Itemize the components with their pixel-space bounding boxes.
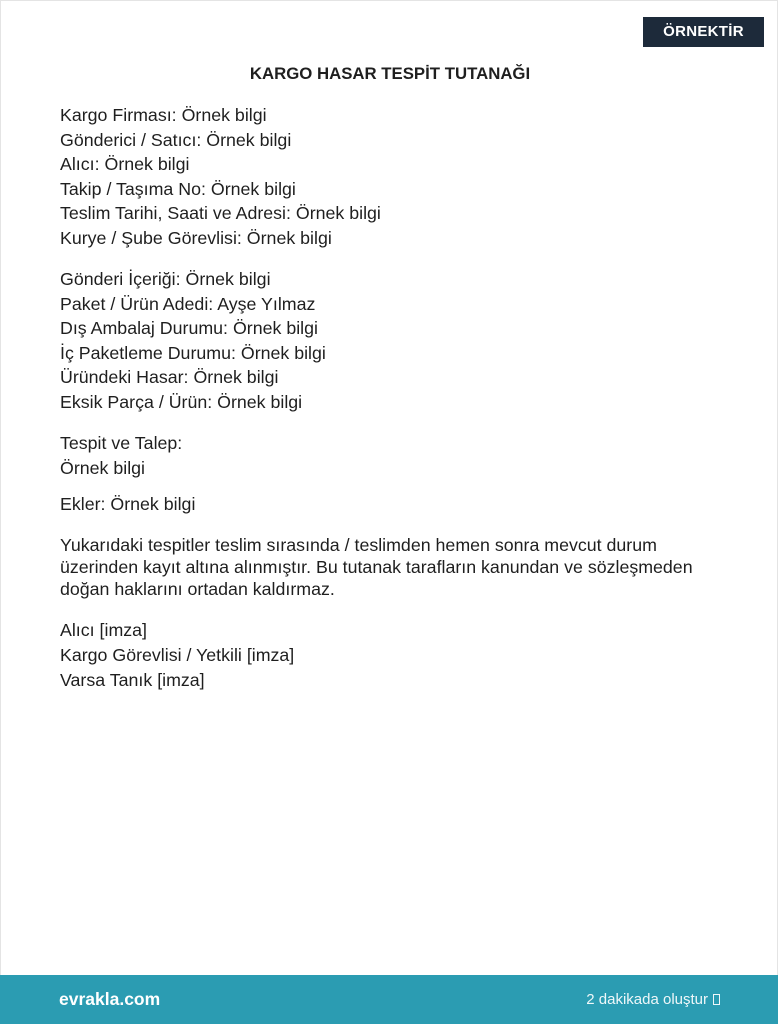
damage-details-section xyxy=(60,267,326,415)
field-value: Örnek bilgi xyxy=(210,178,296,199)
field-courier xyxy=(60,226,381,251)
signature-courier xyxy=(60,643,294,668)
field-label: Kargo Firması: xyxy=(60,105,177,125)
field-outer-packaging xyxy=(60,316,326,341)
attachments-row xyxy=(60,492,195,517)
statement-line: Yukarıdaki tespitler teslim sırasında / teslimden hemen sonra mevcut durum xyxy=(60,535,657,555)
field-value: Örnek bilgi xyxy=(206,129,292,150)
field-product-damage xyxy=(60,365,326,390)
field-label: Gönderi İçeriği: xyxy=(60,269,181,289)
field-inner-packaging xyxy=(60,341,326,366)
field-cargo-company xyxy=(60,103,381,128)
field-label: Kurye / Şube Görevlisi: xyxy=(60,227,242,248)
statement-line: üzerinden kayıt altına alınmıştır. Bu tutanak tarafların kanundan ve sözleşmeden xyxy=(60,557,693,577)
signature-placeholder: [imza] xyxy=(157,670,205,690)
document-title: KARGO HASAR TESPİT TUTANAĞI xyxy=(249,64,531,83)
signature-label: Varsa Tanık xyxy=(60,670,153,690)
field-value: Örnek bilgi xyxy=(193,367,279,388)
create-cta-label: 2 dakikada oluştur xyxy=(586,991,708,1008)
field-label: İç Paketleme Durumu: xyxy=(60,342,236,363)
field-label: Alıcı: xyxy=(60,154,100,175)
statement-line: doğan haklarını ortadan kaldırmaz. xyxy=(60,579,335,599)
field-value: Örnek bilgi xyxy=(295,203,381,224)
signature-label: Kargo Görevlisi / Yetkili xyxy=(60,645,242,665)
findings-label: Tespit ve Talep: xyxy=(60,433,183,453)
field-label: Eksik Parça / Ürün: xyxy=(60,391,213,412)
create-cta-link[interactable] xyxy=(586,975,720,1024)
field-label: Takip / Taşıma No: xyxy=(60,178,206,199)
findings-value: Örnek bilgi xyxy=(60,457,145,478)
field-value: Örnek bilgi xyxy=(246,227,332,248)
signature-placeholder: [imza] xyxy=(246,645,295,665)
field-value: Örnek bilgi xyxy=(104,154,190,175)
signature-witness xyxy=(60,668,294,693)
field-missing-parts xyxy=(60,390,326,415)
field-value: Ayşe Yılmaz xyxy=(217,293,316,314)
findings-section xyxy=(60,431,182,480)
field-sender xyxy=(60,128,381,153)
signature-recipient xyxy=(60,618,294,643)
footer-bar xyxy=(0,975,778,1024)
field-value: Örnek bilgi xyxy=(217,391,303,412)
sample-badge: ÖRNEKTİR xyxy=(643,17,764,47)
field-value: Örnek bilgi xyxy=(232,318,318,339)
field-label: Dış Ambalaj Durumu: xyxy=(60,318,228,339)
field-package-count xyxy=(60,292,326,317)
field-recipient xyxy=(60,152,381,177)
field-value: Örnek bilgi xyxy=(110,494,196,514)
field-value: Örnek bilgi xyxy=(181,105,267,125)
field-value: Örnek bilgi xyxy=(185,269,271,289)
field-label: Teslim Tarihi, Saati ve Adresi: xyxy=(60,203,291,224)
field-label: Paket / Ürün Adedi: xyxy=(60,293,214,314)
placeholder-glyph-icon xyxy=(713,994,720,1005)
signature-label: Alıcı xyxy=(60,620,95,640)
attachments-field xyxy=(60,492,195,517)
field-label: Üründeki Hasar: xyxy=(60,367,189,388)
statement-paragraph xyxy=(60,534,693,600)
brand-link[interactable]: evrakla.com xyxy=(59,989,161,1009)
field-shipment-contents xyxy=(60,267,326,292)
field-value: Örnek bilgi xyxy=(240,342,326,363)
field-tracking-number xyxy=(60,177,381,202)
field-label: Gönderici / Satıcı: xyxy=(60,129,202,150)
signature-placeholder: [imza] xyxy=(99,620,147,640)
shipment-details-section xyxy=(60,103,381,251)
signatures-section xyxy=(60,618,294,693)
field-label: Ekler: xyxy=(60,494,106,514)
field-delivery-details xyxy=(60,201,381,226)
